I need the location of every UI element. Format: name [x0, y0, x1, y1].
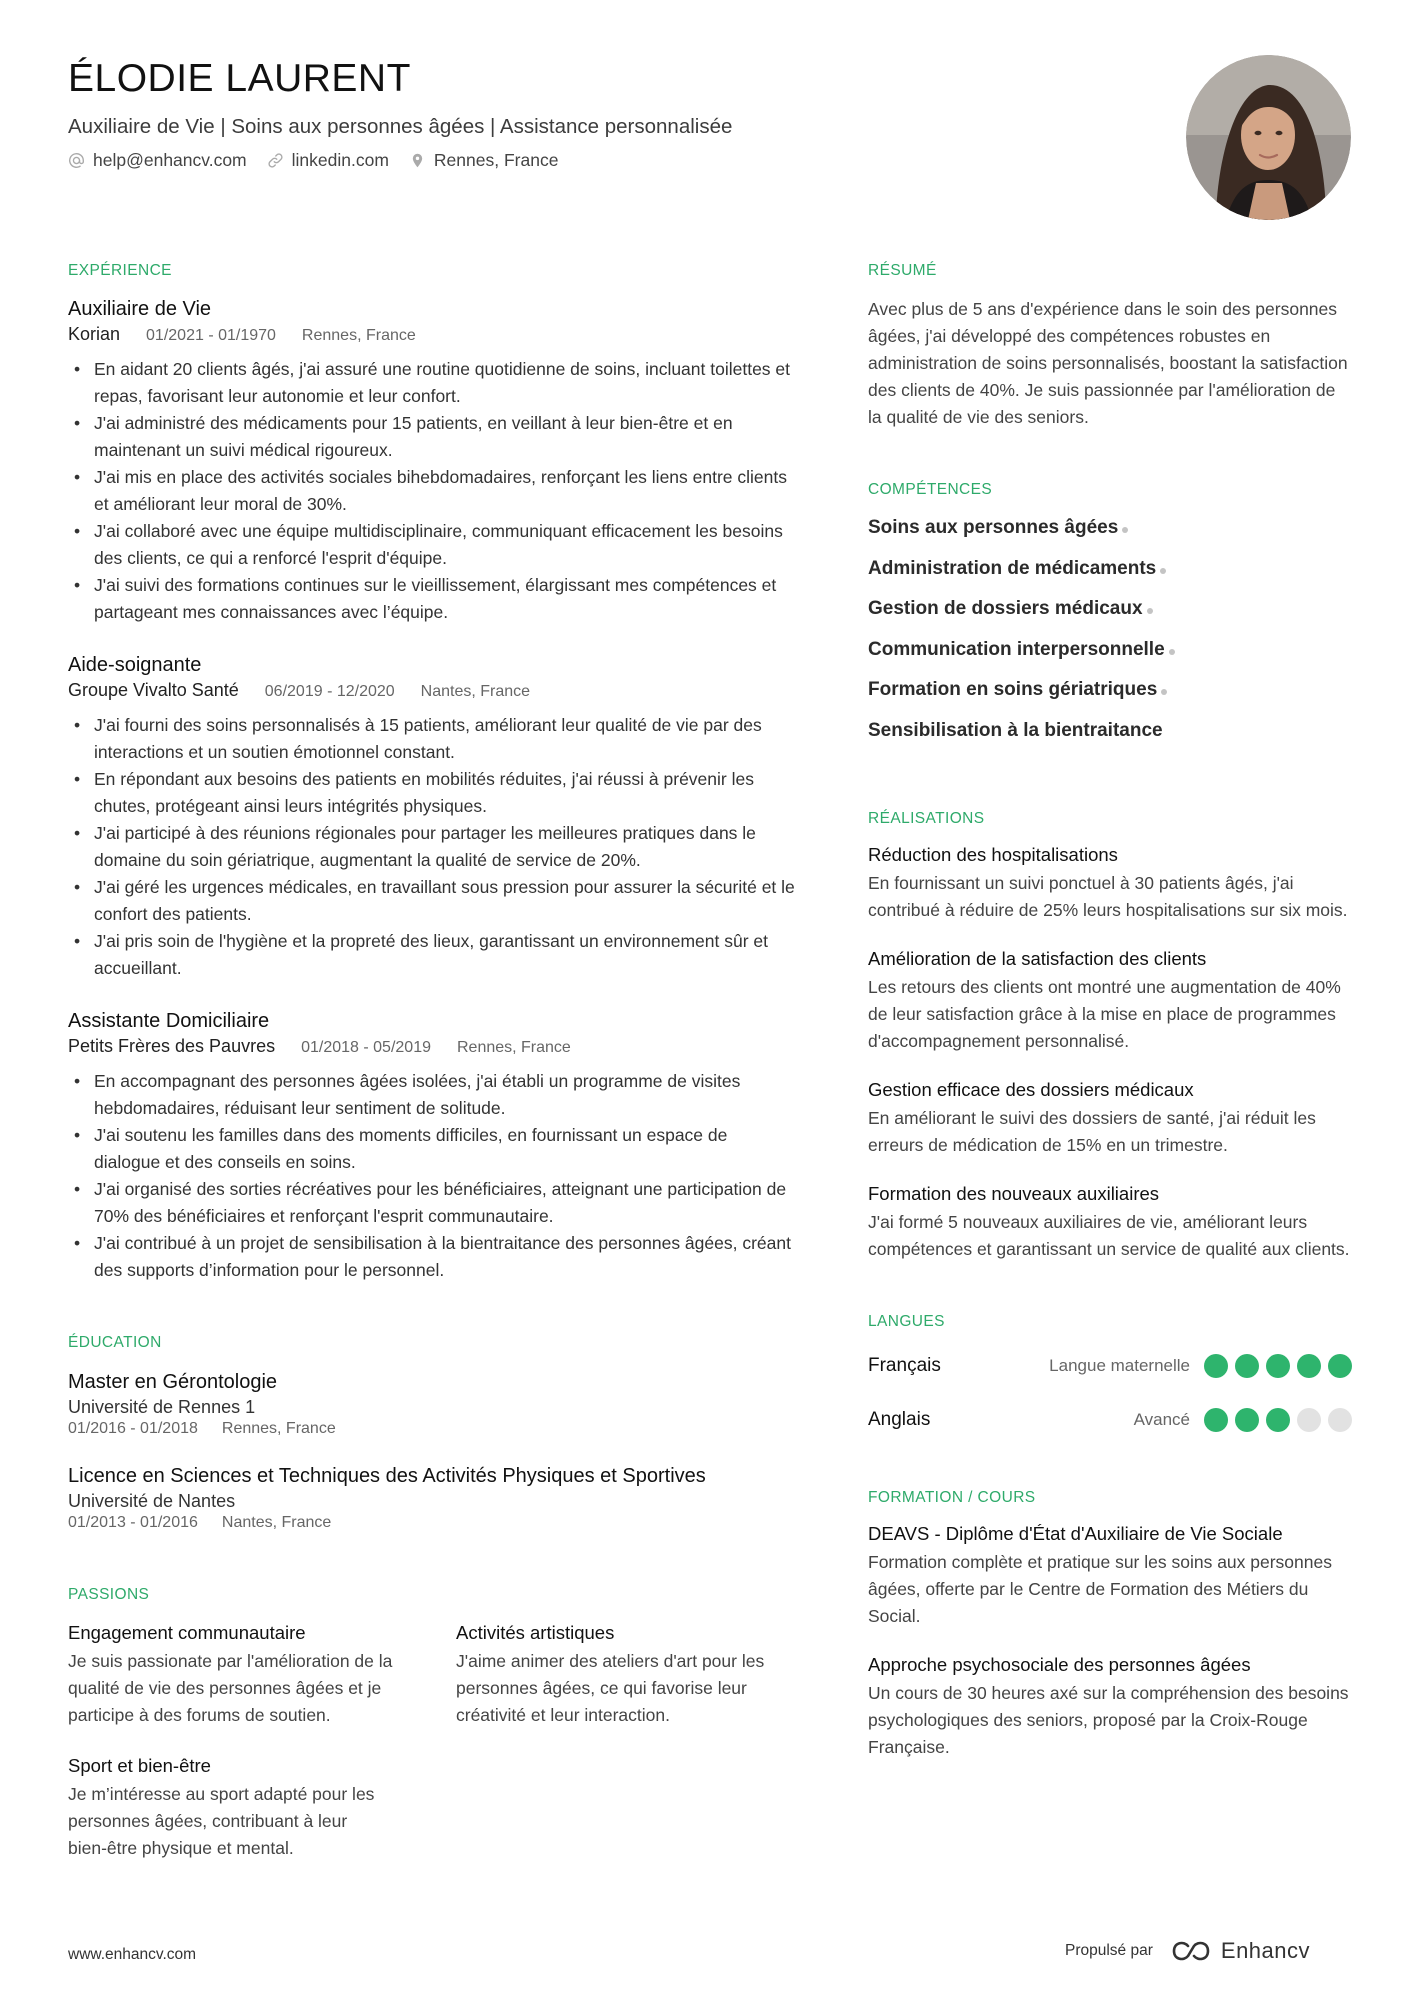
- rating-dot-filled: [1266, 1408, 1290, 1432]
- company-name: Petits Frères des Pauvres: [68, 1036, 276, 1056]
- course-item: [868, 1652, 1352, 1761]
- separator-dot: [1122, 527, 1128, 533]
- job-bullets: [68, 356, 798, 626]
- courses-heading: FORMATION / COURS: [868, 1488, 1036, 1506]
- skills-heading: COMPÉTENCES: [868, 481, 993, 498]
- location-pin-icon: [409, 152, 426, 169]
- skill-item: [868, 596, 1352, 622]
- passion-description: Je suis passionate par l'amélioration de la qualité de vie des personnes âgées et je participe à des forums de soutien.: [68, 1651, 393, 1725]
- degree-title: Master en Gérontologie: [68, 1371, 278, 1393]
- job-bullet: • J'ai pris soin de l'hygiène et la propreté des lieux, garantissant un environnement sûr et accueillant.: [68, 928, 798, 982]
- passions-grid: [68, 1620, 798, 1862]
- education-item: [68, 1368, 798, 1440]
- job-bullet: • J'ai collaboré avec une équipe multidisciplinaire, communiquant efficacement les besoins des clients, ce qui a renforcé l'esprit d'équipe.: [68, 518, 798, 572]
- achievement-description: Les retours des clients ont montré une augmentation de 40% de leur satisfaction grâce à la mise en place de programmes d'accompagnement personnalisé.: [868, 976, 1341, 1051]
- education-location: Rennes, France: [221, 1420, 336, 1437]
- passion-title: Sport et bien-être: [68, 1755, 211, 1776]
- passions-heading: PASSIONS: [68, 1586, 150, 1603]
- skill-label: Formation en soins gériatriques: [868, 679, 1158, 700]
- skill-label: Sensibilisation à la bientraitance: [868, 719, 1163, 741]
- language-name: Français: [868, 1354, 941, 1376]
- skill-label: Gestion de dossiers médicaux: [868, 598, 1143, 619]
- language-level: Avancé: [1133, 1409, 1190, 1429]
- job-bullet: • J'ai suivi des formations continues sur le vieillissement, élargissant mes compétences et partageant mes connaissances avec l’équipe.: [68, 572, 798, 626]
- enhancv-logo-icon: [1171, 1940, 1211, 1962]
- summary-heading: RÉSUMÉ: [868, 262, 937, 279]
- skill-label: Communication interpersonnelle: [868, 638, 1165, 660]
- passion-title: Activités artistiques: [456, 1622, 615, 1643]
- experience-heading: EXPÉRIENCE: [68, 262, 172, 279]
- passion-title: Engagement communautaire: [68, 1622, 306, 1643]
- job-bullet: • En accompagnant des personnes âgées isolées, j'ai établi un programme de visites hebdomadaires, réduisant leur sentiment de solitude.: [68, 1068, 798, 1122]
- languages-heading: LANGUES: [868, 1312, 945, 1330]
- location-text: Rennes, France: [433, 150, 559, 170]
- achievement-title: Gestion efficace des dossiers médicaux: [868, 1078, 1194, 1100]
- job-dates: 06/2019 - 12/2020: [264, 683, 395, 700]
- job-dates: 01/2018 - 05/2019: [301, 1039, 431, 1056]
- skill-label: Administration de médicaments: [868, 557, 1157, 579]
- education-location: Nantes, France: [221, 1514, 332, 1531]
- job-dates: 01/2021 - 01/1970: [146, 327, 276, 344]
- candidate-subtitle: Auxiliaire de Vie | Soins aux personnes âgées | Assistance personnalisée: [68, 115, 733, 138]
- rating-dot-filled: [1235, 1408, 1259, 1432]
- language-rating: [1204, 1354, 1352, 1378]
- rating-dot-filled: [1235, 1354, 1259, 1378]
- job-location: Rennes, France: [456, 1039, 571, 1056]
- achievement-title: Réduction des hospitalisations: [868, 843, 1118, 865]
- achievement-title: Amélioration de la satisfaction des clients: [868, 947, 1207, 969]
- contact-list: [68, 148, 1128, 172]
- job-bullet: • En répondant aux besoins des patients en mobilités réduites, j'ai réussi à prévenir les chutes, protégeant ainsi leurs intégrités physiques.: [68, 766, 798, 820]
- language-rating: [1204, 1408, 1352, 1432]
- education-meta: [68, 1418, 798, 1440]
- experience-item: [68, 1008, 798, 1284]
- passion-item: [68, 1753, 456, 1862]
- skill-item: [868, 718, 1352, 744]
- achievement-description: En fournissant un suivi ponctuel à 30 patients âgés, j'ai contribué à réduire de 25% leurs hospitalisations sur six mois.: [868, 872, 1348, 920]
- achievement-item: [868, 1181, 1352, 1263]
- left-column: [68, 260, 798, 1862]
- achievement-title: Formation des nouveaux auxiliaires: [868, 1182, 1160, 1204]
- language-item: [868, 1393, 1352, 1447]
- powered-by-label: Propulsé par: [1065, 1942, 1153, 1959]
- course-description: Un cours de 30 heures axé sur la compréhension des besoins psychologiques des seniors, proposé par la Croix-Rouge Française.: [868, 1682, 1349, 1757]
- degree-title: Licence en Sciences et Techniques des Activités Physiques et Sportives: [68, 1465, 706, 1487]
- course-item: [868, 1521, 1352, 1630]
- summary-text: Avec plus de 5 ans d'expérience dans le soin des personnes âgées, j'ai développé des compétences robustes en administration de soins personnalisés, boostant la satisfaction des clients de 40%. Je suis passionnée par l'amélioration de la qualité de vie des seniors.: [868, 299, 1348, 427]
- job-bullets: [68, 1068, 798, 1284]
- job-bullet: • J'ai mis en place des activités sociales bihebdomadaires, renforçant les liens entre clients et améliorant leur moral de 30%.: [68, 464, 798, 518]
- school-name: Université de Rennes 1: [68, 1397, 256, 1417]
- course-description: Formation complète et pratique sur les soins aux personnes âgées, offerte par le Centre de Formation des Métiers du Social.: [868, 1551, 1332, 1626]
- job-bullets: [68, 712, 798, 982]
- passion-item: [456, 1620, 786, 1729]
- separator-dot: [1147, 608, 1153, 614]
- language-item: [868, 1339, 1352, 1393]
- language-level: Langue maternelle: [1049, 1355, 1190, 1375]
- education-item: [68, 1462, 798, 1534]
- language-name: Anglais: [868, 1408, 931, 1430]
- separator-dot: [1161, 689, 1167, 695]
- job-bullet: • En aidant 20 clients âgés, j'ai assuré une routine quotidienne de soins, incluant toilettes et repas, favorisant leur autonomie et leur confort.: [68, 356, 798, 410]
- email-text: help@enhancv.com: [93, 150, 247, 170]
- job-meta: [68, 322, 798, 348]
- company-name: Korian: [68, 324, 121, 344]
- contact-linkedin[interactable]: [267, 148, 389, 172]
- course-title: Approche psychosociale des personnes âgées: [868, 1653, 1251, 1675]
- candidate-name: ÉLODIE LAURENT: [68, 57, 411, 100]
- achievements-heading: RÉALISATIONS: [868, 809, 985, 827]
- skills-list: [868, 515, 1352, 744]
- job-bullet: • J'ai organisé des sorties récréatives pour les bénéficiaires, atteignant une participation de 70% des bénéficiaires et renforçant l'esprit communautaire.: [68, 1176, 798, 1230]
- footer-website[interactable]: www.enhancv.com: [68, 1946, 197, 1963]
- job-bullet: • J'ai fourni des soins personnalisés à 15 patients, améliorant leur qualité de vie par des interactions et un soutien émotionnel constant.: [68, 712, 798, 766]
- at-icon: [68, 152, 85, 169]
- school-name: Université de Nantes: [68, 1491, 236, 1511]
- contact-location: [409, 148, 559, 172]
- course-title: DEAVS - Diplôme d'État d'Auxiliaire de Vie Sociale: [868, 1522, 1283, 1544]
- link-icon: [267, 152, 284, 169]
- education-heading: ÉDUCATION: [68, 1334, 162, 1351]
- skill-item: [868, 556, 1352, 582]
- brand-name: Enhancv: [1220, 1938, 1311, 1963]
- achievement-item: [868, 842, 1352, 924]
- experience-item: [68, 652, 798, 982]
- separator-dot: [1160, 568, 1166, 574]
- contact-email[interactable]: [68, 148, 247, 172]
- experience-item: [68, 296, 798, 626]
- rating-dot-filled: [1204, 1354, 1228, 1378]
- job-bullet: • J'ai géré les urgences médicales, en travaillant sous pression pour assurer la sécurité et le confort des patients.: [68, 874, 798, 928]
- passion-description: J'aime animer des ateliers d'art pour les personnes âgées, ce qui favorise leur créativité et leur interaction.: [456, 1651, 765, 1725]
- right-column: [868, 260, 1352, 1761]
- achievement-item: [868, 1077, 1352, 1159]
- rating-dot-filled: [1204, 1408, 1228, 1432]
- achievement-description: J'ai formé 5 nouveaux auxiliaires de vie, améliorant leurs compétences et garantissant un service de qualité aux clients.: [868, 1211, 1350, 1259]
- job-location: Nantes, France: [420, 683, 531, 700]
- linkedin-text: linkedin.com: [291, 150, 389, 170]
- job-location: Rennes, France: [301, 327, 416, 344]
- education-dates: 01/2016 - 01/2018: [68, 1420, 198, 1437]
- rating-dot-filled: [1266, 1354, 1290, 1378]
- skill-item: [868, 515, 1352, 541]
- rating-dot-empty: [1297, 1408, 1321, 1432]
- separator-dot: [1169, 649, 1175, 655]
- skill-label: Soins aux personnes âgées: [868, 517, 1119, 538]
- achievement-description: En améliorant le suivi des dossiers de santé, j'ai réduit les erreurs de médication de 15% en un trimestre.: [868, 1107, 1316, 1155]
- rating-dot-empty: [1328, 1408, 1352, 1432]
- job-title: Assistante Domiciliaire: [68, 1010, 270, 1032]
- rating-dot-filled: [1297, 1354, 1321, 1378]
- job-meta: [68, 678, 798, 704]
- education-dates: 01/2013 - 01/2016: [68, 1514, 198, 1531]
- passion-description: Je m’intéresse au sport adapté pour les personnes âgées, contribuant à leur bien-être physique et mental.: [68, 1784, 375, 1858]
- rating-dot-filled: [1328, 1354, 1352, 1378]
- job-bullet: • J'ai participé à des réunions régionales pour partager les meilleures pratiques dans le domaine du soin gériatrique, augmentant la qualité de service de 20%.: [68, 820, 798, 874]
- achievement-item: [868, 946, 1352, 1055]
- job-bullet: • J'ai soutenu les familles dans des moments difficiles, en fournissant un espace de dialogue et des conseils en soins.: [68, 1122, 798, 1176]
- education-meta: [68, 1512, 798, 1534]
- passion-item: [68, 1620, 456, 1729]
- company-name: Groupe Vivalto Santé: [68, 680, 239, 700]
- job-title: Auxiliaire de Vie: [68, 298, 212, 320]
- brand-logo[interactable]: [1171, 1938, 1310, 1964]
- profile-photo: [1186, 55, 1351, 220]
- job-title: Aide-soignante: [68, 654, 202, 676]
- footer-branding: [1065, 1938, 1310, 1964]
- header: [68, 56, 1128, 172]
- skill-item: [868, 677, 1352, 703]
- job-bullet: • J'ai administré des médicaments pour 15 patients, en veillant à leur bien-être et en maintenant un suivi médical rigoureux.: [68, 410, 798, 464]
- job-bullet: • J'ai contribué à un projet de sensibilisation à la bientraitance des personnes âgées, créant des supports d’information pour le personnel.: [68, 1230, 798, 1284]
- skill-item: [868, 637, 1352, 663]
- job-meta: [68, 1034, 798, 1060]
